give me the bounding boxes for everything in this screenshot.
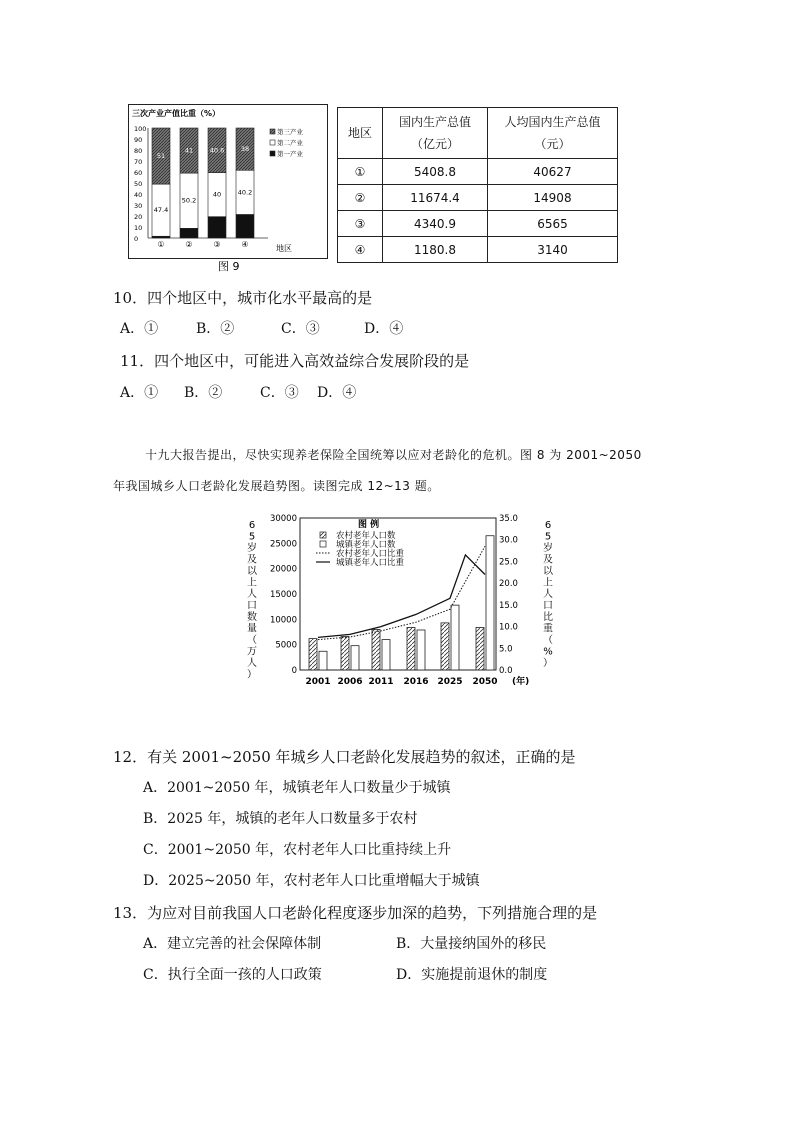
- fig9-data-label: 40: [212, 190, 222, 199]
- fig8-bar-urban: [451, 605, 459, 670]
- q10-option-c[interactable]: C．③: [281, 321, 320, 337]
- fig8-legend-swatch: [320, 532, 326, 538]
- fig9-data-label: 40.6: [209, 146, 225, 155]
- fig9-data-label: 40.2: [237, 188, 253, 197]
- fig9-ytick-label: 50: [134, 180, 143, 188]
- fig8-left-axis-title-char: 岁: [247, 543, 257, 554]
- fig9-caption: 图 9: [218, 260, 240, 273]
- question-12-stem: 12．有关 2001~2050 年城乡人口老龄化发展趋势的叙述，正确的是: [113, 748, 576, 766]
- fig8-left-axis-title-char: 5: [248, 531, 256, 543]
- fig8-right-axis-title-char: 5: [544, 531, 552, 543]
- fig9-xtick-label: ④: [241, 240, 249, 249]
- fig8-right-axis-title-char: （: [543, 635, 553, 646]
- fig8-left-axis-title-char: 口: [247, 600, 257, 612]
- q10-option-d[interactable]: D．④: [364, 321, 404, 337]
- fig8-left-axis-title-char: （: [247, 635, 257, 646]
- table-cell: 6565: [488, 211, 618, 237]
- fig8-right-tick-label: 25.0: [499, 557, 518, 568]
- fig8-right-axis-title-char: ）: [543, 658, 553, 669]
- fig8-right-tick-label: 0.0: [499, 666, 513, 676]
- fig9-ytick-label: 0: [134, 235, 139, 243]
- gdp-table: [337, 107, 618, 263]
- fig8-xtick-label: 2006: [337, 677, 363, 687]
- col-header-region: 地区: [338, 108, 383, 159]
- table-cell: ③: [338, 211, 383, 237]
- fig8-legend-swatch: [320, 541, 326, 547]
- fig8-legend-label: 农村老年人口比重: [336, 549, 405, 559]
- table-cell: 4340.9: [383, 211, 488, 237]
- fig9-bar-primary: [208, 217, 226, 238]
- q13-option-c[interactable]: C．执行全面一孩的人口政策: [143, 967, 322, 983]
- fig9-legend-label: 第三产业: [277, 128, 303, 136]
- table-cell: 3140: [488, 237, 618, 263]
- q12-option-d[interactable]: D．2025~2050 年，农村老年人口比重增幅大于城镇: [143, 873, 480, 889]
- table-header-row: [338, 108, 618, 159]
- fig9-data-label: 50.2: [181, 196, 197, 205]
- fig8-right-tick-label: 20.0: [499, 579, 518, 590]
- fig8-right-tick-label: 5.0: [499, 644, 513, 655]
- fig8-bar-rural: [341, 637, 349, 670]
- table-cell: 11674.4: [383, 185, 488, 211]
- q12-option-c[interactable]: C．2001~2050 年，农村老年人口比重持续上升: [143, 842, 452, 858]
- fig9-ytick-label: 60: [134, 169, 143, 177]
- fig8-left-axis-title-char: 万: [247, 646, 257, 658]
- fig8-left-axis-title-char: 人: [247, 658, 257, 669]
- fig9-legend-swatch: [270, 151, 275, 156]
- fig8-right-tick-label: 30.0: [499, 535, 518, 546]
- fig9-legend-label: 第二产业: [277, 139, 303, 147]
- fig8-right-tick-label: 10.0: [499, 622, 518, 633]
- fig8-legend-label: 城镇老年人口数: [336, 540, 396, 550]
- table-cell: ②: [338, 185, 383, 211]
- fig8-xtick-label: 2050: [472, 677, 498, 687]
- fig9-ytick-label: 80: [134, 147, 143, 155]
- fig9-data-label: 41: [184, 146, 194, 155]
- fig8-bar-rural: [309, 639, 317, 670]
- fig9-ytick-label: 30: [134, 202, 143, 210]
- col-header-gdp: 国内生产总值 （亿元）: [383, 108, 488, 159]
- fig9-data-label: 51: [156, 152, 166, 161]
- fig8-left-axis-title-char: 数: [247, 612, 257, 623]
- fig9-legend-label: 第一产业: [277, 150, 303, 158]
- table-cell: 5408.8: [383, 159, 488, 185]
- fig8-bar-urban: [382, 640, 390, 670]
- fig8-bar-urban: [351, 646, 359, 670]
- fig8-left-axis-title-char: 上: [247, 577, 257, 589]
- fig8-right-axis-title-char: 6: [544, 520, 552, 531]
- fig9-xtick-label: ①: [157, 240, 165, 249]
- fig8-bar-urban: [417, 630, 425, 670]
- fig8-xtick-label: 2001: [305, 677, 331, 687]
- fig8-left-axis-title-char: ）: [247, 669, 257, 681]
- table-cell: 14908: [488, 185, 618, 211]
- fig9-ytick-label: 70: [134, 158, 143, 166]
- table-cell: ①: [338, 159, 383, 185]
- fig8-bar-rural: [372, 629, 380, 670]
- intro-line-1: 十九大报告提出，尽快实现养老保险全国统筹以应对老龄化的危机。图 8 为 2001~2050: [145, 448, 642, 462]
- fig8-right-tick-label: 35.0: [499, 514, 518, 524]
- fig8-left-tick-label: 30000: [269, 514, 297, 524]
- fig9-xtick-label: ②: [185, 240, 193, 249]
- fig8-left-tick-label: 10000: [269, 615, 297, 626]
- intro-line-2: 年我国城乡人口老龄化发展趋势图。读图完成 12~13 题。: [113, 479, 440, 493]
- q13-option-b[interactable]: B．大量接纳国外的移民: [396, 936, 547, 952]
- fig8-right-axis-title-char: 及: [543, 554, 553, 566]
- fig8-right-tick-label: 15.0: [499, 600, 518, 611]
- q12-option-a[interactable]: A．2001~2050 年，城镇老年人口数量少于城镇: [143, 780, 451, 796]
- question-10-stem: 10．四个地区中，城市化水平最高的是: [113, 289, 373, 307]
- fig8-right-axis-title-char: %: [543, 646, 553, 658]
- fig8-legend-title: 图 例: [358, 520, 380, 530]
- fig9-title: 三次产业产值比重（%）: [132, 109, 221, 118]
- fig8-right-axis-title-char: 人: [543, 589, 553, 600]
- fig9-data-label: 47.4: [153, 206, 169, 215]
- fig8-left-axis-title-char: 6: [248, 520, 256, 531]
- fig9-xlabel: 地区: [276, 244, 292, 253]
- table-cell: 40627: [488, 159, 618, 185]
- fig8-bar-rural: [476, 627, 484, 670]
- q13-option-d[interactable]: D．实施提前退休的制度: [396, 967, 548, 983]
- q11-option-c[interactable]: C．③: [260, 385, 299, 401]
- question-13-stem: 13．为应对目前我国人口老龄化程度逐步加深的趋势，下列措施合理的是: [113, 904, 598, 922]
- fig8-bar-rural: [441, 623, 449, 670]
- fig9-ytick-label: 10: [134, 224, 143, 232]
- fig8-xtick-label: 2025: [437, 677, 463, 687]
- fig8-left-tick-label: 5000: [275, 640, 297, 651]
- fig8-right-axis-title-char: 岁: [543, 543, 553, 554]
- fig9-legend-swatch: [270, 140, 275, 145]
- fig8-xtick-label: 2016: [403, 677, 429, 687]
- fig8-left-tick-label: 0: [291, 666, 297, 676]
- col-header-gdp-per-capita: 人均国内生产总值 （元）: [488, 108, 618, 159]
- fig8-left-axis-title-char: 及: [247, 554, 257, 566]
- question-11-stem: 11．四个地区中，可能进入高效益综合发展阶段的是: [120, 352, 470, 370]
- table-row: [338, 211, 618, 237]
- q11-option-b[interactable]: B．②: [184, 385, 223, 401]
- q11-option-a[interactable]: A．①: [120, 385, 159, 401]
- fig8-legend-label: 城镇老年人口比重: [336, 558, 405, 568]
- fig8-right-axis-title-char: 重: [543, 623, 553, 635]
- table-cell: ④: [338, 237, 383, 263]
- fig8-right-axis-title-char: 比: [543, 612, 553, 623]
- table-row: [338, 237, 618, 263]
- q12-option-b[interactable]: B．2025 年，城镇的老年人口数量多于农村: [143, 811, 418, 827]
- fig9-ytick-label: 100: [134, 125, 147, 133]
- fig9-chart: [128, 104, 328, 276]
- fig9-xtick-label: ③: [213, 240, 221, 249]
- fig8-xtick-label: 2011: [368, 677, 394, 687]
- fig8-right-axis-title-char: 口: [543, 600, 553, 612]
- fig8-left-tick-label: 25000: [269, 539, 297, 550]
- fig8-chart: [240, 508, 560, 692]
- fig9-bar-primary: [236, 214, 254, 238]
- fig8-left-tick-label: 20000: [269, 564, 297, 575]
- fig9-data-label: 38: [240, 145, 250, 154]
- fig9-bar-primary: [180, 228, 198, 238]
- fig9-legend-swatch: [270, 129, 275, 134]
- table-row: [338, 159, 618, 185]
- fig8-right-axis-title-char: 上: [543, 577, 553, 589]
- fig9-ytick-label: 20: [134, 213, 143, 221]
- fig8-legend-label: 农村老年人口数: [336, 531, 396, 541]
- fig8-left-axis-title-char: 量: [247, 623, 257, 635]
- fig9-ytick-label: 90: [134, 136, 143, 144]
- fig8-left-axis-title-char: 以: [247, 566, 257, 577]
- q10-option-a[interactable]: A．①: [120, 321, 159, 337]
- fig8-bar-urban: [319, 651, 327, 670]
- fig8-right-axis-title-char: 以: [543, 566, 553, 577]
- q13-option-a[interactable]: A．建立完善的社会保障体制: [143, 936, 322, 952]
- table-cell: 1180.8: [383, 237, 488, 263]
- fig8-year-unit: (年): [512, 677, 530, 687]
- fig8-left-axis-title-char: 人: [247, 589, 257, 600]
- table-row: [338, 185, 618, 211]
- fig9-ytick-label: 40: [134, 191, 143, 199]
- fig8-bar-rural: [407, 627, 415, 670]
- fig8-left-tick-label: 15000: [269, 590, 297, 600]
- fig8-bar-urban: [486, 536, 494, 670]
- q10-option-b[interactable]: B．②: [196, 321, 235, 337]
- q11-option-d[interactable]: D．④: [317, 385, 357, 401]
